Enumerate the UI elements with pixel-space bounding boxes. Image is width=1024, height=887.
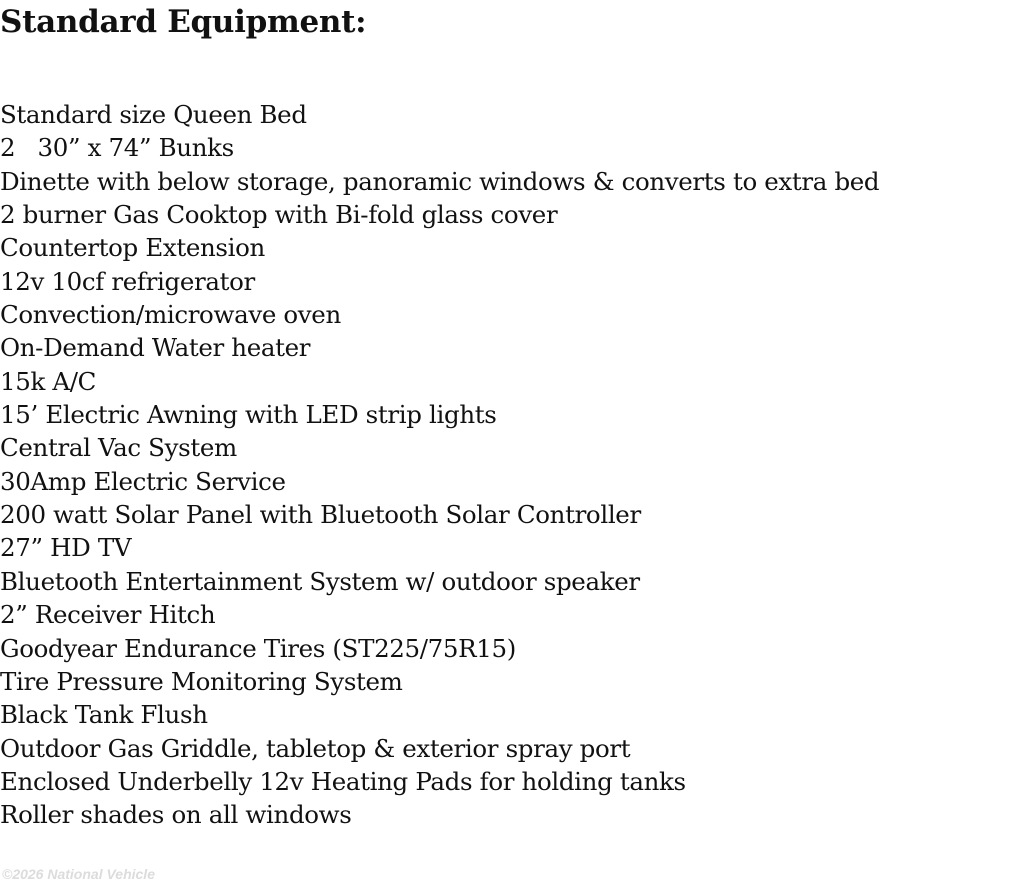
equipment-item: 200 watt Solar Panel with Bluetooth Solar Controller: [0, 500, 641, 530]
equipment-item: 12v 10cf refrigerator: [0, 266, 255, 296]
equipment-item: Dinette with below storage, panoramic windows & converts to extra bed: [0, 166, 880, 196]
equipment-item: Roller shades on all windows: [0, 800, 352, 830]
equipment-item: Countertop Extension: [0, 233, 265, 263]
copyright-watermark: ©2026 National Vehicle: [2, 866, 155, 882]
equipment-item: Bluetooth Entertainment System w/ outdoor speaker: [0, 566, 640, 596]
equipment-item: Black Tank Flush: [0, 700, 208, 730]
equipment-item: 2” Receiver Hitch: [0, 600, 216, 630]
equipment-item: 2 burner Gas Cooktop with Bi-fold glass cover: [0, 200, 558, 230]
equipment-item: Standard size Queen Bed: [0, 100, 307, 129]
equipment-item: Goodyear Endurance Tires (ST225/75R15): [0, 633, 516, 663]
equipment-list: [0, 98, 879, 832]
document-title: Standard Equipment:: [0, 4, 367, 40]
equipment-item: Convection/microwave oven: [0, 300, 341, 330]
equipment-item: On-Demand Water heater: [0, 333, 311, 363]
equipment-item: Central Vac System: [0, 433, 237, 463]
equipment-item: Tire Pressure Monitoring System: [0, 666, 403, 696]
equipment-item: 15’ Electric Awning with LED strip lights: [0, 400, 497, 430]
equipment-item: 15k A/C: [0, 366, 97, 396]
equipment-item: 30Amp Electric Service: [0, 466, 286, 496]
equipment-item: Outdoor Gas Griddle, tabletop & exterior spray port: [0, 733, 631, 763]
equipment-item: Enclosed Underbelly 12v Heating Pads for holding tanks: [0, 766, 686, 796]
equipment-item: 27” HD TV: [0, 533, 132, 563]
equipment-item: 2 30” x 74” Bunks: [0, 133, 234, 163]
